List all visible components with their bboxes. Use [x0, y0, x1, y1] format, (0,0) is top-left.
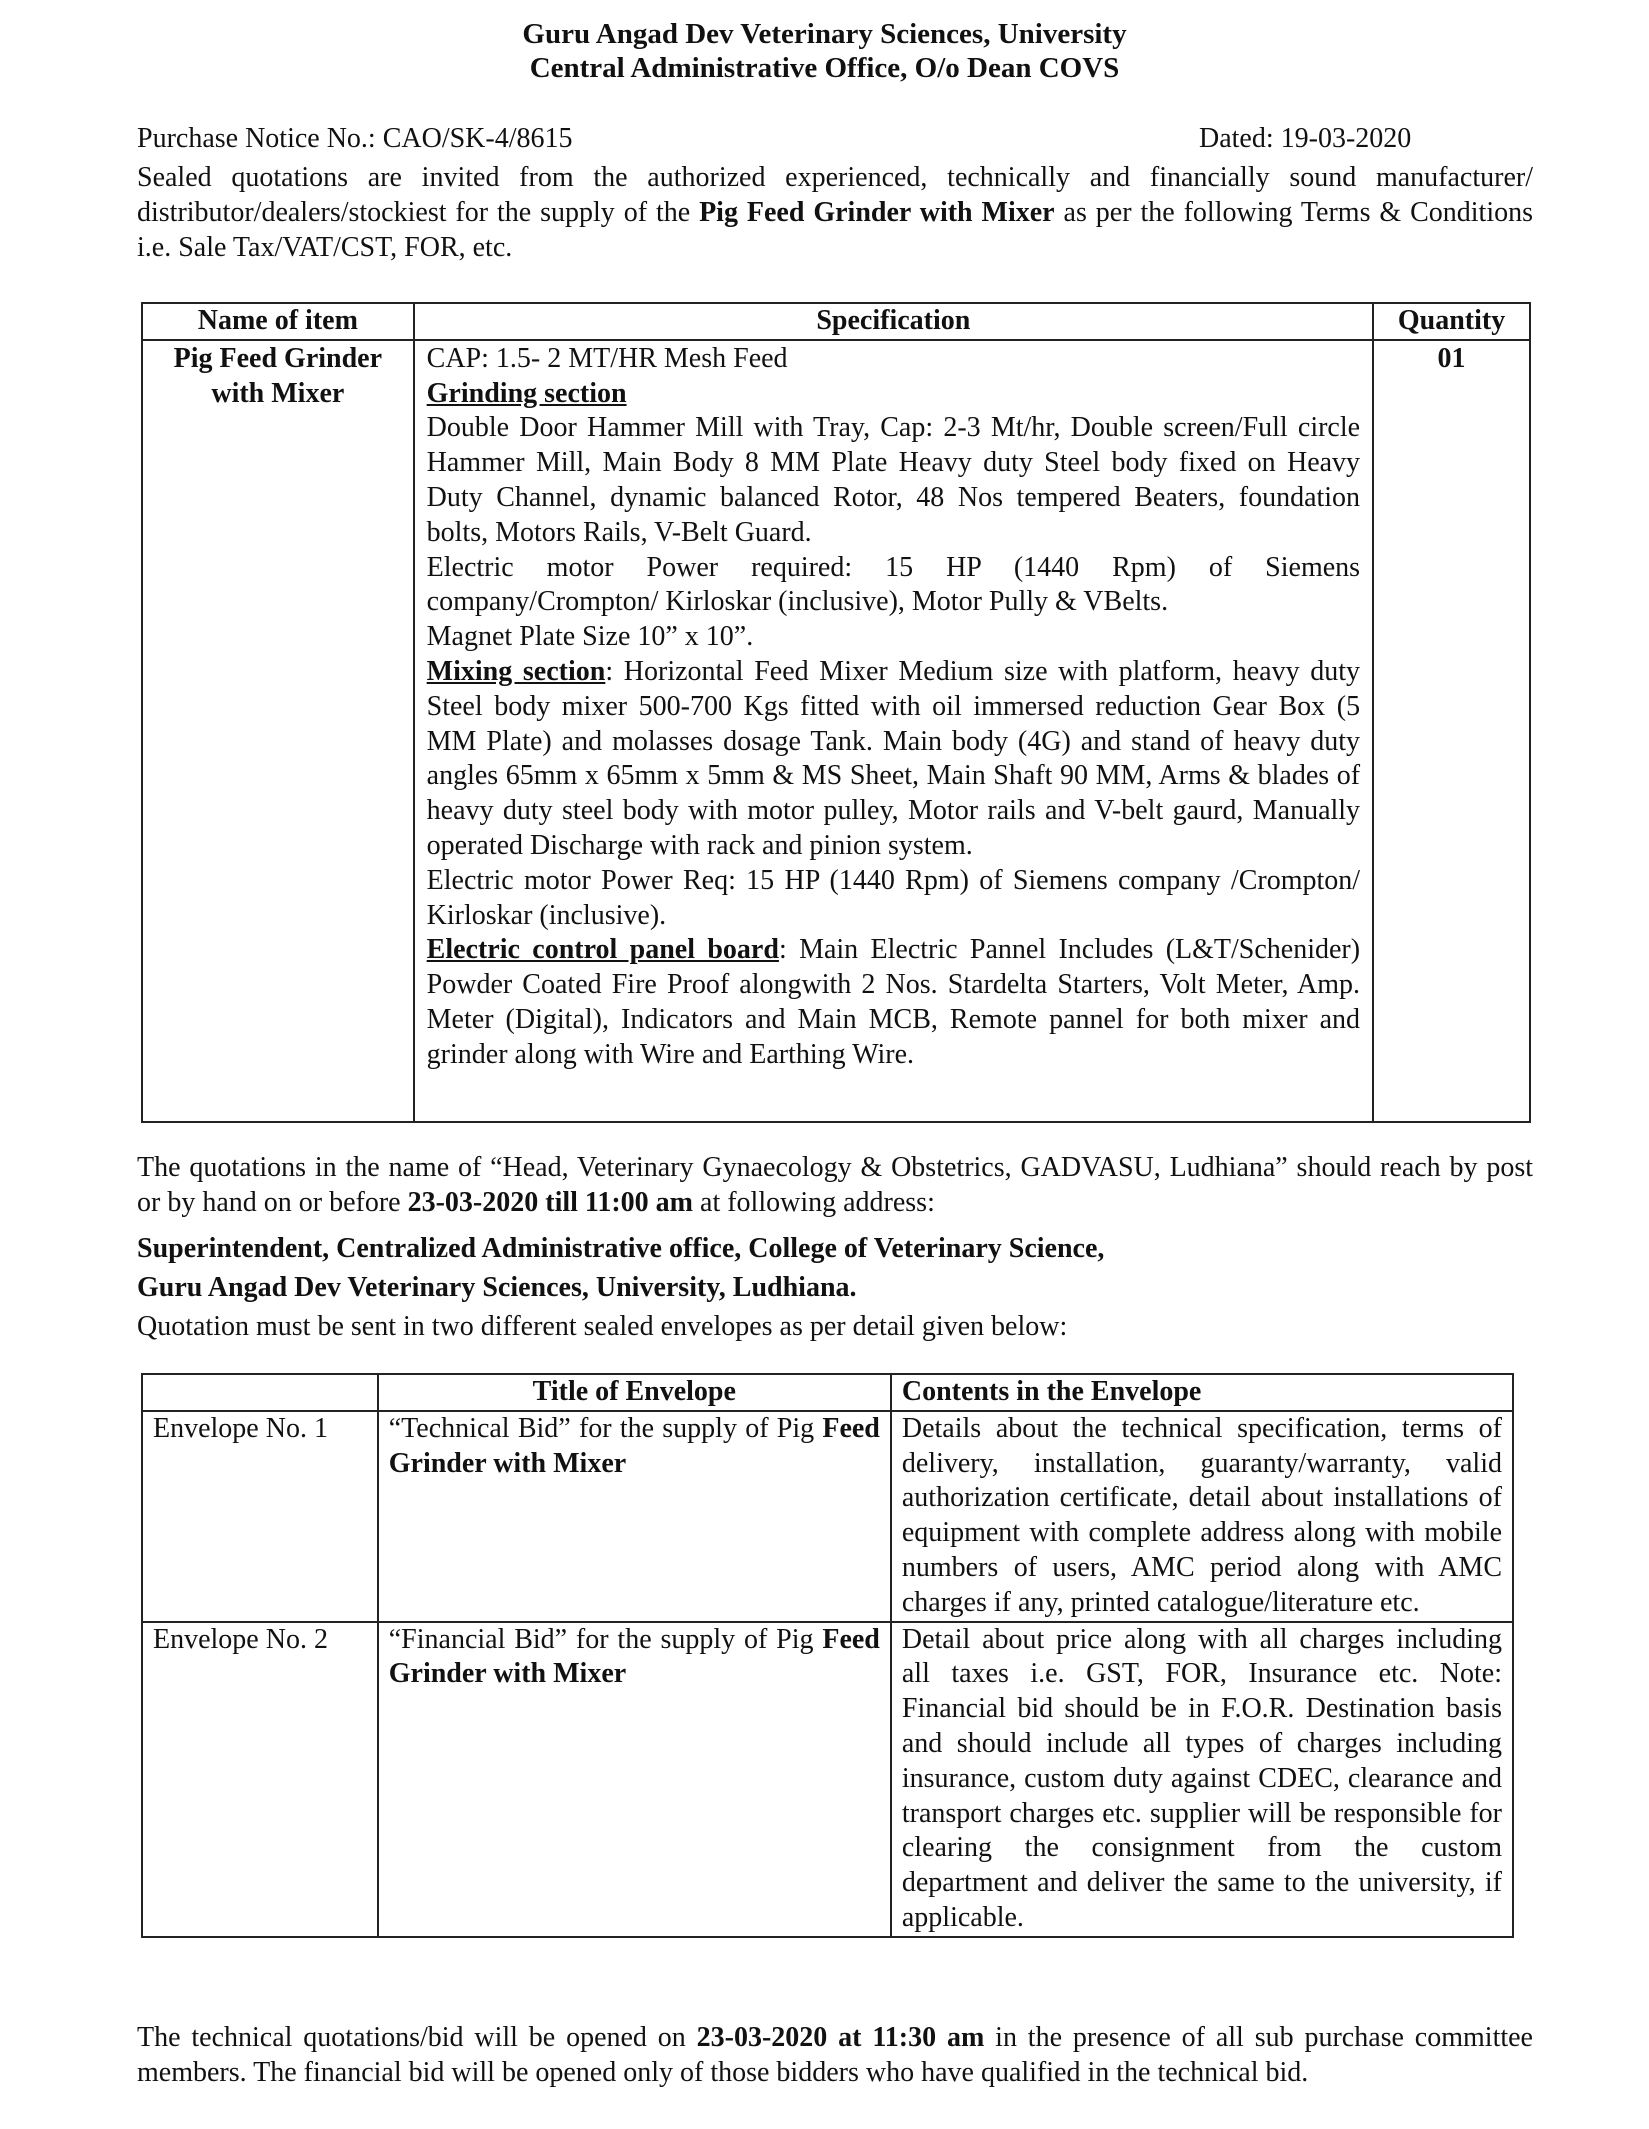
- mixing-section: [427, 655, 1360, 864]
- intro-text: Sealed quotations are invited from the authorized experienced, technically and financially sound manufacturer/ distributor/dealers/stockiest for the supply of the: [137, 162, 1533, 228]
- notice-date: Dated: 19-03-2020: [1199, 123, 1412, 154]
- header-specification: Specification: [414, 303, 1373, 340]
- envelope-title: [378, 1411, 891, 1622]
- envelope-table-header-row: [142, 1374, 1513, 1411]
- items-table: [141, 302, 1531, 1123]
- opening-paragraph: [137, 2020, 1533, 2090]
- header-contents: Contents in the Envelope: [891, 1374, 1513, 1411]
- university-title: Guru Angad Dev Veterinary Sciences, University: [522, 18, 1127, 50]
- intro-text-end: as per the following Terms & Conditions i.e. Sale Tax/VAT/CST, FOR, etc.: [137, 197, 1533, 263]
- grinding-section-text: Double Door Hammer Mill with Tray, Cap: 2-3 Mt/hr, Double screen/Full circle Hammer Mill, Main Body 8 MM Plate Heavy duty Steel body fixed on Heavy Duty Channel, dynamic balanced Rotor, 48 Nos tempered Beaters, foundation bolts, Motors Rails, V-Belt Guard.: [426, 412, 1361, 548]
- grinding-section-heading: Grinding section: [426, 377, 627, 409]
- opening-text: The technical quotations/bid will be opened on: [137, 2022, 697, 2053]
- header-envelope: [142, 1374, 378, 1411]
- envelope-title-item: Feed Grinder with Mixer: [388, 1412, 880, 1479]
- item-name: Pig Feed Grinder with Mixer: [142, 340, 414, 1122]
- intro-paragraph: [137, 160, 1533, 265]
- mixing-section-heading: Mixing section: [426, 655, 606, 687]
- address-line-2: Guru Angad Dev Veterinary Sciences, University, Ludhiana.: [137, 1272, 857, 1303]
- intro-item-name: Pig Feed Grinder with Mixer: [699, 197, 1055, 228]
- office-title: Central Administrative Office, O/o Dean COVS: [529, 52, 1120, 84]
- table-row: [142, 340, 1530, 1122]
- envelope-note: Quotation must be sent in two different sealed envelopes as per detail given below:: [137, 1311, 1068, 1342]
- address-line-1: Superintendent, Centralized Administrative office, College of Veterinary Science,: [137, 1233, 1105, 1264]
- envelope-title-item: Feed Grinder with Mixer: [388, 1623, 880, 1690]
- submission-text: The quotations in the name of “Head, Veterinary Gynaecology & Obstetrics, GADVASU, Ludhiana” should reach by post or by hand on or before: [137, 1152, 1533, 1218]
- header-name-of-item: Name of item: [142, 303, 414, 340]
- opening-text-end: in the presence of all sub purchase committee members. The financial bid will be opened only of those bidders who have qualified in the technical bid.: [137, 2022, 1533, 2088]
- opening-datetime: 23-03-2020 at 11:30 am: [696, 2022, 985, 2053]
- header-quantity: Quantity: [1373, 303, 1530, 340]
- mixing-motor-text: Electric motor Power Req: 15 HP (1440 Rpm) of Siemens company /Crompton/ Kirloskar (inclusive).: [426, 864, 1361, 931]
- envelope-number: Envelope No. 2: [142, 1622, 378, 1937]
- submission-paragraph: [137, 1150, 1533, 1220]
- envelope-contents: Details about the technical specification, terms of delivery, installation, guaranty/warranty, valid authorization certificate, detail about installations of equipment with complete address along with mobile numbers of users, AMC period along with AMC charges if any, printed catalogue/literature etc.: [891, 1411, 1513, 1622]
- item-quantity: 01: [1373, 340, 1530, 1122]
- mixing-section-text: : Horizontal Feed Mixer Medium size with platform, heavy duty Steel body mixer 500-700 Kgs fitted with oil immersed reduction Gear Box (5 MM Plate) and molasses dosage Tank. Main body (4G) and stand of heavy duty angles 65mm x 65mm x 5mm & MS Sheet, Main Shaft 90 MM, Arms & blades of heavy duty steel body with motor pulley, Motor rails and V-belt gaurd, Manually operated Discharge with rack and pinion system.: [426, 655, 1361, 861]
- purchase-notice-number: Purchase Notice No.: CAO/SK-4/8615: [137, 123, 573, 154]
- item-specification: [414, 340, 1373, 1122]
- items-table-header-row: [142, 303, 1530, 340]
- grinding-motor-text: Electric motor Power required: 15 HP (1440 Rpm) of Siemens company/Crompton/ Kirloskar (inclusive), Motor Pully & VBelts.: [426, 551, 1361, 618]
- control-panel-section: [427, 933, 1360, 1072]
- envelope-title-text: “Technical Bid” for the supply of Pig: [388, 1412, 823, 1444]
- submission-deadline: 23-03-2020 till 11:00 am: [407, 1187, 694, 1218]
- submission-text-end: at following address:: [693, 1187, 935, 1218]
- table-row: [142, 1411, 1513, 1622]
- envelope-title: [378, 1622, 891, 1937]
- envelope-table: [141, 1373, 1514, 1938]
- spec-capacity: CAP: 1.5- 2 MT/HR Mesh Feed: [426, 342, 788, 374]
- envelope-number: Envelope No. 1: [142, 1411, 378, 1622]
- envelope-contents: Detail about price along with all charges including all taxes i.e. GST, FOR, Insurance etc. Note: Financial bid should be in F.O.R. Destination basis and should include all types of charges including insurance, custom duty against CDEC, clearance and transport charges etc. supplier will be responsible for clearing the consignment from the custom department and deliver the same to the university, if applicable.: [891, 1622, 1513, 1937]
- header-title-of-envelope: Title of Envelope: [378, 1374, 891, 1411]
- magnet-plate-text: Magnet Plate Size 10” x 10”.: [426, 621, 754, 653]
- control-panel-text: : Main Electric Pannel Includes (L&T/Schenider) Powder Coated Fire Proof alongwith 2 Nos. Stardelta Starters, Volt Meter, Amp. Meter (Digital), Indicators and Main MCB, Remote pannel for both mixer and grinder along with Wire and Earthing Wire.: [426, 934, 1361, 1070]
- envelope-title-text: “Financial Bid” for the supply of Pig: [388, 1623, 823, 1655]
- control-panel-heading: Electric control panel board: [426, 934, 779, 966]
- table-row: [142, 1622, 1513, 1937]
